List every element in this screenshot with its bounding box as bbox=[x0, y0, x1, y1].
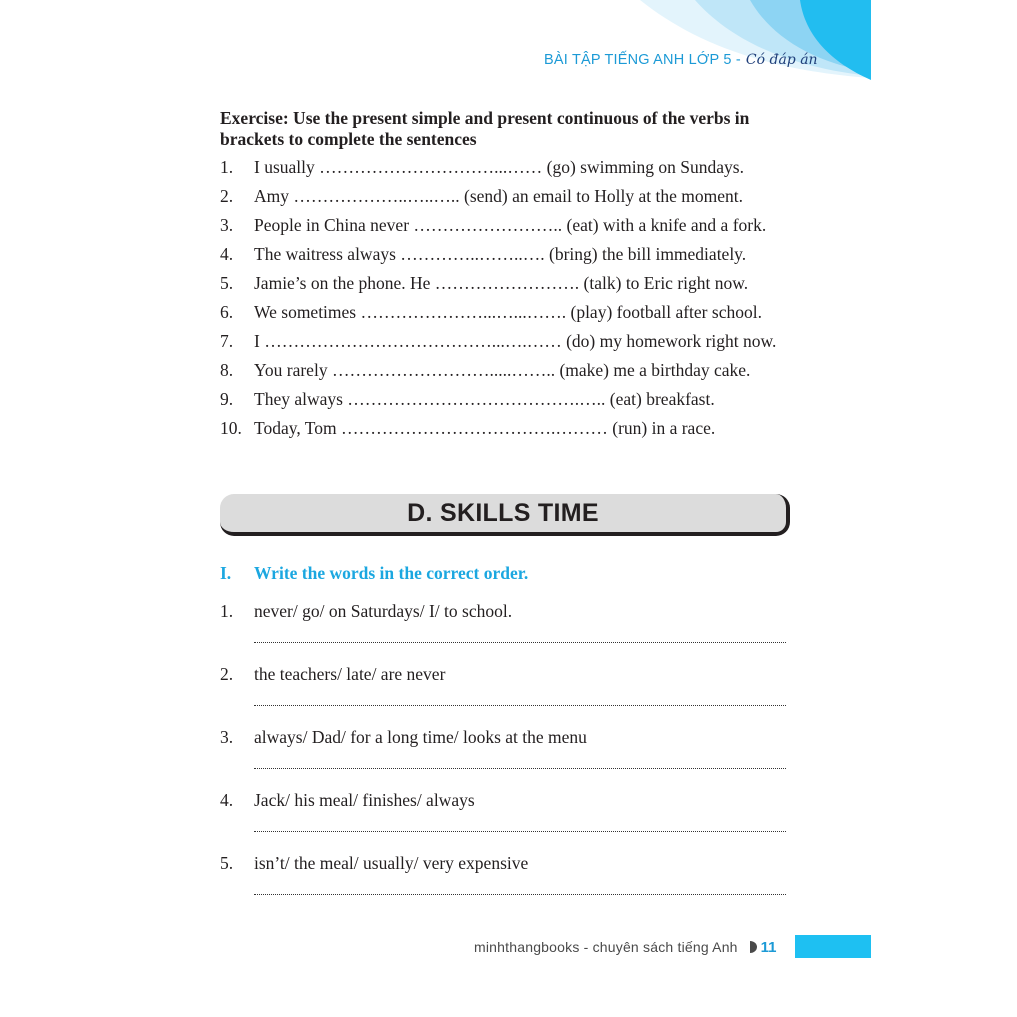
heading-text: Write the words in the correct order. bbox=[254, 563, 529, 583]
exercise-item bbox=[220, 269, 795, 298]
exercise-item bbox=[220, 356, 795, 385]
running-header bbox=[544, 52, 818, 74]
heading-number: I. bbox=[220, 563, 232, 583]
word-order-item bbox=[220, 598, 790, 661]
exercise-item bbox=[220, 153, 795, 182]
item-text: The waitress always …………..……..…. (bring) the bill immediately. bbox=[254, 244, 747, 264]
answer-line bbox=[254, 894, 786, 895]
exercise-item bbox=[220, 211, 795, 240]
item-number: 4. bbox=[220, 244, 234, 264]
section-banner bbox=[220, 494, 790, 536]
item-number: 6. bbox=[220, 302, 234, 322]
item-number: 3. bbox=[220, 727, 234, 747]
item-number: 2. bbox=[220, 664, 234, 684]
exercise-title: Exercise: Use the present simple and present continuous of the verbs in brackets to complete the sentences bbox=[220, 108, 750, 149]
footer-text: minhthangbooks - chuyên sách tiếng Anh bbox=[474, 939, 738, 955]
answer-line bbox=[254, 831, 786, 832]
exercise-list bbox=[220, 153, 795, 443]
exercise-item bbox=[220, 327, 795, 356]
item-number: 4. bbox=[220, 790, 234, 810]
word-order-list bbox=[220, 598, 790, 913]
item-number: 7. bbox=[220, 331, 234, 351]
item-text: the teachers/ late/ are never bbox=[254, 664, 446, 684]
page-number: 11 bbox=[760, 938, 777, 956]
item-number: 1. bbox=[220, 601, 234, 621]
item-text: I usually …………………………...…… (go) swimming on Sundays. bbox=[254, 157, 744, 177]
exercise-item bbox=[220, 298, 795, 327]
item-number: 2. bbox=[220, 186, 234, 206]
item-text: I …………………………………...….…… (do) my homework right now. bbox=[254, 331, 777, 351]
item-text: People in China never …………………….. (eat) with a knife and a fork. bbox=[254, 215, 767, 235]
item-text: They always ………………………………….….. (eat) breakfast. bbox=[254, 389, 715, 409]
item-number: 10. bbox=[220, 418, 242, 438]
footer-color-bar bbox=[795, 935, 871, 958]
item-text: isn’t/ the meal/ usually/ very expensive bbox=[254, 853, 529, 873]
item-text: always/ Dad/ for a long time/ looks at the menu bbox=[254, 727, 587, 747]
item-number: 5. bbox=[220, 273, 234, 293]
header-title: BÀI TẬP TIẾNG ANH LỚP 5 - bbox=[544, 52, 741, 68]
page-footer bbox=[474, 936, 777, 958]
word-order-item bbox=[220, 850, 790, 913]
answer-line bbox=[254, 768, 786, 769]
exercise-item bbox=[220, 240, 795, 269]
item-text: never/ go/ on Saturdays/ I/ to school. bbox=[254, 601, 513, 621]
half-circle-arrow-icon bbox=[748, 940, 758, 954]
exercise-item bbox=[220, 414, 795, 443]
word-order-item bbox=[220, 724, 790, 787]
section-banner-title: D. SKILLS TIME bbox=[407, 498, 599, 527]
item-number: 5. bbox=[220, 853, 234, 873]
word-order-item bbox=[220, 661, 790, 724]
item-text: Jamie’s on the phone. He ……………………. (talk) to Eric right now. bbox=[254, 273, 749, 293]
item-text: You rarely ……………………….....…….. (make) me a birthday cake. bbox=[254, 360, 751, 380]
item-text: Amy ………………..…..….. (send) an email to Holly at the moment. bbox=[254, 186, 743, 206]
item-text: Today, Tom ……………………………….……… (run) in a race. bbox=[254, 418, 716, 438]
item-number: 9. bbox=[220, 389, 234, 409]
answer-line bbox=[254, 642, 786, 643]
word-order-item bbox=[220, 787, 790, 850]
answer-line bbox=[254, 705, 786, 706]
exercise-block bbox=[220, 108, 795, 443]
item-text: Jack/ his meal/ finishes/ always bbox=[254, 790, 475, 810]
header-subtitle: Có đáp án bbox=[745, 52, 818, 68]
item-number: 8. bbox=[220, 360, 234, 380]
section-heading bbox=[220, 563, 528, 584]
item-text: We sometimes …………………...…...……. (play) football after school. bbox=[254, 302, 762, 322]
item-number: 3. bbox=[220, 215, 234, 235]
exercise-item bbox=[220, 385, 795, 414]
exercise-item bbox=[220, 182, 795, 211]
item-number: 1. bbox=[220, 157, 234, 177]
